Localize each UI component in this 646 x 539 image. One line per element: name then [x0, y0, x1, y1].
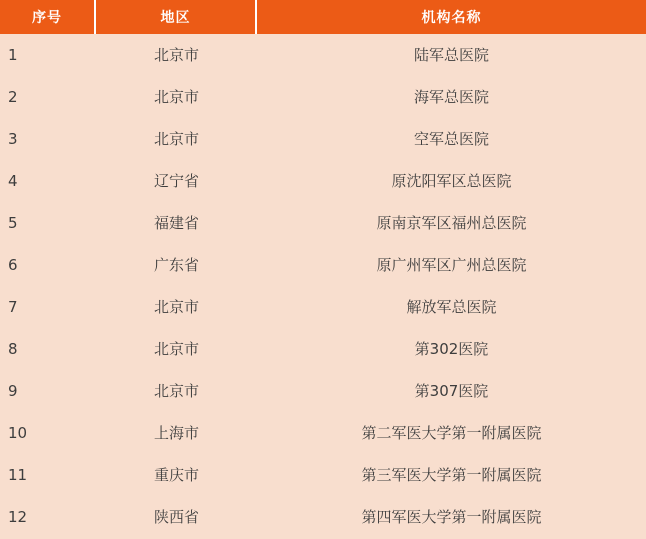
table-row	[0, 412, 646, 454]
table-row	[0, 76, 646, 118]
institution-cell: 第四军医大学第一附属医院	[361, 508, 542, 526]
institution-cell: 第307医院	[414, 382, 489, 400]
table-row	[0, 118, 646, 160]
institution-cell: 原沈阳军区总医院	[391, 172, 512, 190]
region-cell: 上海市	[153, 424, 199, 442]
region-cell: 辽宁省	[153, 172, 199, 190]
serial-cell: 7	[8, 298, 18, 316]
table-row	[0, 286, 646, 328]
institution-cell: 空军总医院	[413, 130, 489, 148]
serial-cell: 1	[8, 46, 18, 64]
serial-cell: 5	[8, 214, 18, 232]
region-cell: 北京市	[153, 88, 199, 106]
table-header-row	[0, 0, 646, 34]
region-cell: 陕西省	[153, 508, 199, 526]
serial-cell: 10	[8, 424, 28, 442]
institution-cell: 原南京军区福州总医院	[376, 214, 527, 232]
institution-cell: 陆军总医院	[413, 46, 489, 64]
region-cell: 北京市	[153, 46, 199, 64]
serial-cell: 2	[8, 88, 18, 106]
table-row	[0, 328, 646, 370]
table-row	[0, 370, 646, 412]
serial-cell: 9	[8, 382, 18, 400]
region-cell: 北京市	[153, 382, 199, 400]
region-cell: 福建省	[153, 214, 199, 232]
serial-cell: 11	[8, 466, 28, 484]
serial-cell: 8	[8, 340, 18, 358]
institution-cell: 解放军总医院	[406, 298, 497, 316]
serial-cell: 4	[8, 172, 18, 190]
header-institution: 机构名称	[421, 10, 482, 26]
institution-cell: 第302医院	[414, 340, 489, 358]
institution-cell: 第二军医大学第一附属医院	[361, 424, 542, 442]
region-cell: 重庆市	[153, 466, 199, 484]
table-row	[0, 202, 646, 244]
institution-cell: 第三军医大学第一附属医院	[361, 466, 542, 484]
serial-cell: 6	[8, 256, 18, 274]
header-region: 地区	[96, 0, 257, 34]
serial-cell: 3	[8, 130, 18, 148]
region-cell: 广东省	[153, 256, 199, 274]
table-row	[0, 244, 646, 286]
table-row	[0, 454, 646, 496]
region-cell: 北京市	[153, 298, 199, 316]
header-serial: 序号	[0, 0, 96, 34]
table-row	[0, 496, 646, 538]
serial-cell: 12	[8, 508, 28, 526]
institution-cell: 海军总医院	[413, 88, 489, 106]
institution-cell: 原广州军区广州总医院	[376, 256, 527, 274]
table-row	[0, 160, 646, 202]
region-cell: 北京市	[153, 130, 199, 148]
region-cell: 北京市	[153, 340, 199, 358]
table-row	[0, 34, 646, 76]
